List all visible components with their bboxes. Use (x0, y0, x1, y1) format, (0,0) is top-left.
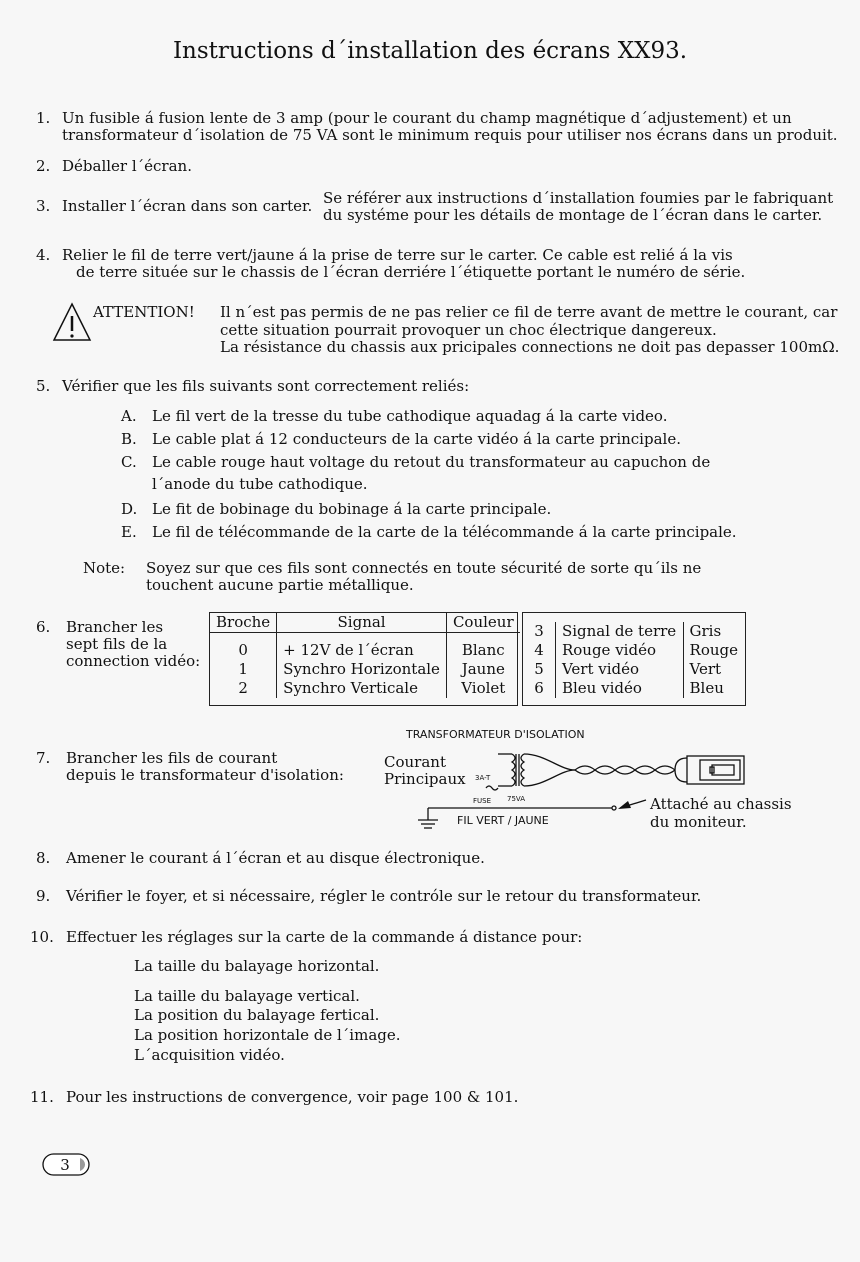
item-text: Brancher les fils de courant (66, 749, 278, 767)
cell-color: Gris (683, 622, 744, 641)
item-text: transformateur d´isolation de 75 VA sont le minimum requis pour utiliser nos écrans dans un produit. (62, 126, 838, 144)
cell-pin: 0 (210, 633, 277, 661)
cell-signal: Bleu vidéo (555, 679, 683, 698)
item-number: 8. (36, 849, 51, 867)
sub-text: Le cable rouge haut voltage du retout du transformateur au capuchon de (152, 453, 711, 471)
item-text: Installer l´écran dans son carter. (62, 197, 313, 215)
adjust-item: La position du balayage fertical. (134, 1006, 380, 1024)
item-number: 9. (36, 887, 51, 905)
cell-color: Blanc (446, 633, 519, 661)
cell-pin: 5 (523, 660, 555, 679)
item-text: depuis le transformateur d'isolation: (66, 766, 344, 784)
attention-label: ATTENTION! (93, 303, 195, 321)
header-signal: Signal (277, 613, 447, 633)
item-text: Effectuer les réglages sur la carte de la commande á distance pour: (66, 928, 583, 946)
sub-text: Le fil de télécommande de la carte de la télécommande á la carte principale. (152, 523, 737, 541)
header-broche: Broche (210, 613, 277, 633)
sub-text: Le cable plat á 12 conducteurs de la carte vidéo á la carte principale. (152, 430, 681, 448)
fuse-label: FUSE (473, 797, 492, 805)
attention-text: Il n´est pas permis de ne pas relier ce fil de terre avant de mettre le courant, car (220, 303, 838, 321)
cell-signal: Synchro Verticale (277, 679, 447, 698)
cell-pin: 4 (523, 641, 555, 660)
sub-text: Le fit de bobinage du bobinage á la carte principale. (152, 500, 552, 518)
cell-pin: 2 (210, 679, 277, 698)
item-text: Vérifier le foyer, et si nécessaire, régler le contróle sur le retour du transformateur. (66, 887, 702, 905)
cell-signal: Signal de terre (555, 622, 683, 641)
sub-key: A. (121, 407, 137, 425)
page-number: 3 (60, 1156, 70, 1174)
note-text: touchent aucune partie métallique. (146, 576, 414, 594)
cell-signal: + 12V de l´écran (277, 633, 447, 661)
sub-key: D. (121, 500, 138, 518)
attention-text: cette situation pourrait provoquer un choc électrique dangereux. (220, 321, 717, 339)
item-number: 11. (30, 1088, 54, 1106)
sub-text: l´anode du tube cathodique. (152, 475, 368, 493)
sub-key: B. (121, 430, 137, 448)
item-number: 7. (36, 749, 51, 767)
page-title: Instructions d´installation des écrans XX93. (172, 38, 688, 64)
principaux-label: Principaux (384, 770, 466, 788)
item-number: 6. (36, 618, 51, 636)
item-text: Vérifier que les fils suivants sont correctement reliés: (62, 377, 470, 395)
cell-pin: 1 (210, 660, 277, 679)
va-label: 75VA (507, 795, 526, 803)
item-number: 10. (30, 928, 54, 946)
adjust-item: La taille du balayage vertical. (134, 987, 360, 1005)
item-text: Amener le courant á l´écran et au disque électronique. (66, 849, 485, 867)
item-number: 4. (36, 246, 51, 264)
sub-text: Le fil vert de la tresse du tube cathodique aquadag á la carte video. (152, 407, 668, 425)
item-number: 2. (36, 157, 51, 175)
item-text: de terre située sur le chassis de l´écran derriére l´étiquette portant le numéro de série. (76, 263, 746, 281)
item-text: connection vidéo: (66, 652, 201, 670)
cell-signal: Rouge vidéo (555, 641, 683, 660)
cell-signal: Synchro Horizontale (277, 660, 447, 679)
cell-color: Jaune (446, 660, 519, 679)
item-text: du systéme pour les détails de montage de l´écran dans le carter. (323, 206, 823, 224)
note-label: Note: (83, 559, 126, 577)
adjust-item: La taille du balayage horizontal. (134, 957, 380, 975)
cell-signal: Vert vidéo (555, 660, 683, 679)
item-text: sept fils de la (66, 635, 168, 653)
fuse-rating: 3A-T (475, 774, 491, 782)
cell-color: Rouge (683, 641, 744, 660)
adjust-item: La position horizontale de l´image. (134, 1026, 401, 1044)
item-text: Relier le fil de terre vert/jaune á la prise de terre sur le carter. Ce cable est relié á la vis (62, 246, 733, 264)
courant-label: Courant (384, 753, 446, 771)
header-couleur: Couleur (446, 613, 519, 633)
chassis-label: du moniteur. (650, 813, 747, 831)
cell-pin: 6 (523, 679, 555, 698)
item-text: Se référer aux instructions d´installation foumies par le fabriquant (323, 189, 834, 207)
cell-color: Violet (446, 679, 519, 698)
adjust-item: L´acquisition vidéo. (134, 1046, 285, 1064)
item-text: Déballer l´écran. (62, 157, 192, 175)
cell-pin: 3 (523, 622, 555, 641)
item-text: Brancher les (66, 618, 164, 636)
item-text: Un fusible á fusion lente de 3 amp (pour le courant du champ magnétique d´adjustement) et un (62, 109, 792, 127)
cell-color: Bleu (683, 679, 744, 698)
attention-text: La résistance du chassis aux pricipales connections ne doit pas depasser 100mΩ. (220, 338, 840, 356)
sub-key: C. (121, 453, 137, 471)
sub-key: E. (121, 523, 137, 541)
item-number: 3. (36, 197, 51, 215)
note-text: Soyez sur que ces fils sont connectés en toute sécurité de sorte qu´ils ne (146, 559, 702, 577)
cell-color: Vert (683, 660, 744, 679)
item-number: 1. (36, 109, 51, 127)
item-number: 5. (36, 377, 51, 395)
wire-label: FIL VERT / JAUNE (457, 814, 549, 827)
item-text: Pour les instructions de convergence, voir page 100 & 101. (66, 1088, 519, 1106)
chassis-label: Attaché au chassis (650, 795, 792, 813)
transformer-label: TRANSFORMATEUR D'ISOLATION (406, 728, 585, 741)
